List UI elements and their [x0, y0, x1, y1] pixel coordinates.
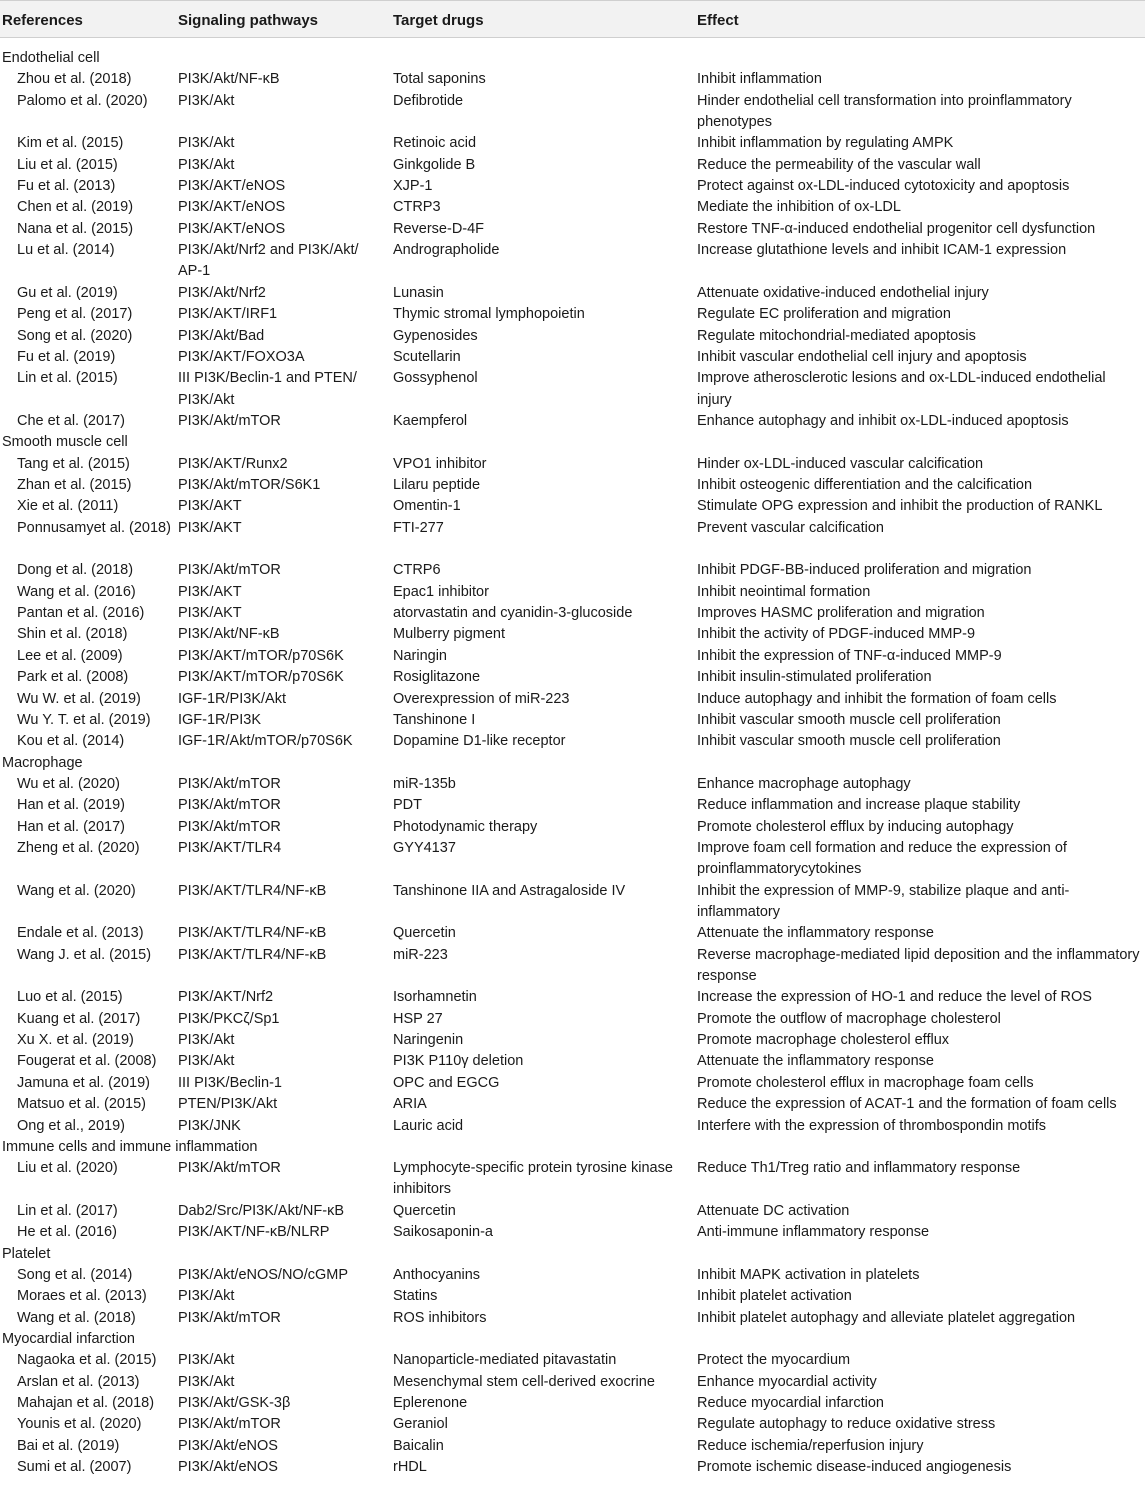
cell-reference: Younis et al. (2020): [17, 1416, 142, 1433]
cell-effect: Protect the myocardium: [697, 1352, 851, 1369]
cell-signaling-pathway: PI3K/Akt/NF-κB: [178, 626, 280, 643]
section-heading: Endothelial cell: [2, 50, 100, 66]
cell-effect: Inhibit MAPK activation in platelets: [697, 1266, 920, 1283]
cell-effect: Mediate the inhibition of ox-LDL: [697, 199, 901, 216]
cell-signaling-pathway: PI3K/Akt/mTOR: [178, 562, 281, 579]
cell-reference: Pantan et al. (2016): [17, 605, 145, 622]
cell-effect: Regulate mitochondrial-mediated apoptosis: [697, 327, 976, 344]
cell-reference: Wang et al. (2020): [17, 882, 136, 899]
cell-reference: Zhou et al. (2018): [17, 71, 132, 88]
cell-effect: Restore TNF-α-induced endothelial progenitor cell dysfunction: [697, 220, 1096, 237]
cell-effect: Increase the expression of HO-1 and reduce the level of ROS: [697, 989, 1092, 1006]
cell-target-drug: Overexpression of miR-223: [393, 690, 570, 707]
cell-reference: Palomo et al. (2020): [17, 92, 148, 109]
cell-effect: Hinder endothelial cell transformation into proinflammatory phenotypes: [697, 92, 1072, 130]
cell-reference: Ponnusamyet al. (2018): [17, 519, 171, 536]
cell-effect: Improve atherosclerotic lesions and ox-LDL-induced endothelial injury: [697, 370, 1106, 408]
cell-signaling-pathway: PI3K/Akt/Bad: [178, 327, 265, 344]
cell-reference: Fu et al. (2013): [17, 178, 116, 195]
cell-reference: Nana et al. (2015): [17, 220, 134, 237]
cell-reference: Zheng et al. (2020): [17, 839, 140, 856]
cell-effect: Prevent vascular calcification: [697, 519, 884, 536]
cell-reference: Wu W. et al. (2019): [17, 690, 141, 707]
cell-signaling-pathway: PI3K/Akt/mTOR: [178, 1309, 281, 1326]
cell-effect: Promote macrophage cholesterol efflux: [697, 1032, 950, 1049]
cell-target-drug: Naringin: [393, 647, 447, 664]
cell-target-drug: Scutellarin: [393, 348, 461, 365]
cell-reference: Liu et al. (2020): [17, 1160, 118, 1177]
cell-target-drug: Lilaru peptide: [393, 477, 481, 493]
cell-signaling-pathway: PI3K/Akt/mTOR: [178, 818, 281, 835]
cell-signaling-pathway: IGF-1R/PI3K: [178, 711, 261, 728]
cell-signaling-pathway: III PI3K/Beclin-1 and PTEN/ PI3K/Akt: [178, 370, 357, 408]
cell-signaling-pathway: PI3K/AKT/TLR4: [178, 839, 282, 856]
cell-effect: Stimulate OPG expression and inhibit the production of RANKL: [697, 498, 1103, 515]
cell-effect: Inhibit the activity of PDGF-induced MMP-9: [697, 626, 976, 643]
cell-target-drug: Tanshinone I: [393, 711, 476, 728]
cell-target-drug: Quercetin: [393, 1202, 456, 1219]
cell-reference: Xie et al. (2011): [17, 498, 119, 515]
cell-reference: Peng et al. (2017): [17, 306, 133, 323]
cell-signaling-pathway: PI3K/Akt/mTOR/S6K1: [178, 477, 321, 493]
cell-target-drug: HSP 27: [393, 1010, 443, 1027]
cell-signaling-pathway: PI3K/AKT: [178, 519, 242, 536]
cell-reference: Sumi et al. (2007): [17, 1459, 132, 1476]
cell-effect: Enhance macrophage autophagy: [697, 775, 911, 792]
cell-effect: Improves HASMC proliferation and migration: [697, 605, 985, 622]
cell-signaling-pathway: PI3K/Akt/eNOS: [178, 1459, 278, 1476]
cell-signaling-pathway: PI3K/AKT/eNOS: [178, 220, 286, 237]
cell-reference: Wu Y. T. et al. (2019): [17, 711, 151, 728]
cell-signaling-pathway: PI3K/AKT: [178, 605, 242, 622]
cell-effect: Inhibit the expression of MMP-9, stabilize plaque and anti-inflammatory: [697, 882, 1070, 920]
cell-effect: Reduce ischemia/reperfusion injury: [697, 1437, 924, 1454]
cell-signaling-pathway: IGF-1R/PI3K/Akt: [178, 690, 286, 707]
cell-signaling-pathway: PI3K/Akt/mTOR: [178, 412, 281, 429]
cell-target-drug: ARIA: [393, 1096, 427, 1113]
cell-target-drug: Lauric acid: [393, 1117, 464, 1134]
cell-reference: Park et al. (2008): [17, 669, 129, 686]
cell-effect: Reverse macrophage-mediated lipid deposition and the inflammatory response: [697, 946, 1140, 984]
cell-signaling-pathway: PI3K/Akt/Nrf2 and PI3K/Akt/ AP-1: [178, 242, 359, 280]
cell-signaling-pathway: PI3K/Akt: [178, 1288, 235, 1305]
cell-reference: Gu et al. (2019): [17, 284, 118, 301]
cell-reference: Wu et al. (2020): [17, 775, 120, 792]
cell-effect: Enhance autophagy and inhibit ox-LDL-induced apoptosis: [697, 412, 1069, 429]
cell-target-drug: Mesenchymal stem cell-derived exocrine: [393, 1373, 655, 1390]
cell-effect: Protect against ox-LDL-induced cytotoxicity and apoptosis: [697, 178, 1070, 195]
cell-effect: Improve foam cell formation and reduce the expression of proinflammatorycytokines: [697, 839, 1067, 878]
cell-target-drug: Saikosaponin-a: [393, 1224, 493, 1241]
header-references: References: [2, 12, 83, 29]
cell-effect: Promote cholesterol efflux in macrophage foam cells: [697, 1074, 1034, 1091]
cell-signaling-pathway: PI3K/AKT/FOXO3A: [178, 348, 305, 365]
section-heading: Macrophage: [2, 754, 83, 771]
cell-effect: Inhibit neointimal formation: [697, 583, 871, 600]
cell-reference: Fu et al. (2019): [17, 348, 116, 365]
cell-target-drug: Defibrotide: [393, 92, 464, 109]
cell-effect: Reduce inflammation and increase plaque stability: [697, 797, 1021, 814]
section-heading: Immune cells and immune inflammation: [2, 1138, 258, 1155]
cell-reference: Lu et al. (2014): [17, 242, 115, 259]
cell-effect: Attenuate the inflammatory response: [697, 1053, 934, 1070]
cell-reference: Nagaoka et al. (2015): [17, 1352, 157, 1369]
cell-effect: Regulate EC proliferation and migration: [697, 306, 951, 323]
cell-target-drug: Lunasin: [393, 284, 444, 301]
cell-reference: Lee et al. (2009): [17, 647, 123, 664]
cell-signaling-pathway: PI3K/Akt/GSK-3β: [178, 1395, 291, 1412]
cell-reference: Xu X. et al. (2019): [17, 1032, 134, 1049]
cell-target-drug: Dopamine D1-like receptor: [393, 733, 566, 750]
cell-effect: Inhibit inflammation: [697, 71, 822, 88]
cell-reference: Dong et al. (2018): [17, 562, 134, 579]
cell-signaling-pathway: PI3K/Akt: [178, 135, 235, 152]
cell-effect: Inhibit PDGF-BB-induced proliferation and migration: [697, 562, 1032, 579]
cell-effect: Attenuate oxidative-induced endothelial injury: [697, 284, 989, 301]
header-signaling-pathways: Signaling pathways: [178, 12, 319, 29]
cell-reference: Chen et al. (2019): [17, 199, 134, 216]
cell-target-drug: Isorhamnetin: [393, 989, 477, 1006]
table-header: [0, 0, 1145, 38]
cell-target-drug: Kaempferol: [393, 412, 468, 429]
cell-reference: Bai et al. (2019): [17, 1437, 120, 1454]
cell-target-drug: Andrographolide: [393, 242, 500, 259]
cell-signaling-pathway: PTEN/PI3K/Akt: [178, 1096, 278, 1113]
cell-effect: Inhibit vascular smooth muscle cell proliferation: [697, 711, 1001, 728]
cell-signaling-pathway: PI3K/Akt/mTOR: [178, 797, 281, 814]
cell-target-drug: rHDL: [393, 1459, 427, 1476]
cell-effect: Inhibit insulin-stimulated proliferation: [697, 669, 932, 686]
cell-reference: Tang et al. (2015): [17, 455, 130, 472]
cell-effect: Reduce myocardial infarction: [697, 1395, 884, 1412]
cell-target-drug: Reverse-D-4F: [393, 220, 485, 237]
cell-target-drug: Ginkgolide B: [393, 156, 476, 173]
section-heading: Smooth muscle cell: [2, 434, 128, 451]
cell-effect: Increase glutathione levels and inhibit ICAM-1 expression: [697, 242, 1067, 259]
cell-signaling-pathway: PI3K/AKT: [178, 498, 242, 515]
cell-target-drug: Gossyphenol: [393, 370, 478, 387]
cell-reference: Luo et al. (2015): [17, 989, 123, 1006]
cell-target-drug: Statins: [393, 1288, 438, 1305]
cell-effect: Interfere with the expression of thrombospondin motifs: [697, 1117, 1046, 1134]
cell-reference: Moraes et al. (2013): [17, 1288, 147, 1305]
cell-effect: Reduce the permeability of the vascular wall: [697, 156, 981, 173]
cell-target-drug: GYY4137: [393, 839, 456, 856]
cell-target-drug: ROS inhibitors: [393, 1309, 487, 1326]
cell-target-drug: Retinoic acid: [393, 135, 477, 152]
cell-reference: He et al. (2016): [17, 1224, 117, 1241]
cell-effect: Regulate autophagy to reduce oxidative stress: [697, 1416, 996, 1433]
cell-effect: Inhibit vascular smooth muscle cell proliferation: [697, 733, 1001, 750]
cell-effect: Enhance myocardial activity: [697, 1373, 877, 1390]
cell-signaling-pathway: PI3K/AKT: [178, 583, 242, 600]
cell-signaling-pathway: PI3K/Akt: [178, 1352, 235, 1369]
cell-signaling-pathway: PI3K/AKT/TLR4/NF-κB: [178, 882, 327, 899]
cell-target-drug: Tanshinone IIA and Astragaloside IV: [393, 882, 626, 899]
cell-target-drug: atorvastatin and cyanidin-3-glucoside: [393, 605, 633, 622]
cell-reference: Matsuo et al. (2015): [17, 1096, 146, 1113]
cell-signaling-pathway: PI3K/Akt/Nrf2: [178, 284, 266, 301]
cell-effect: Promote cholesterol efflux by inducing autophagy: [697, 818, 1014, 835]
cell-effect: Hinder ox-LDL-induced vascular calcification: [697, 455, 984, 472]
cell-signaling-pathway: III PI3K/Beclin-1: [178, 1074, 282, 1091]
cell-signaling-pathway: PI3K/Akt/mTOR: [178, 775, 281, 792]
section-heading: Platelet: [2, 1245, 51, 1262]
cell-signaling-pathway: PI3K/AKT/eNOS: [178, 199, 286, 216]
cell-signaling-pathway: PI3K/AKT/TLR4/NF-κB: [178, 925, 327, 942]
cell-reference: Lin et al. (2015): [17, 370, 118, 387]
cell-target-drug: CTRP3: [393, 199, 441, 216]
cell-effect: Anti-immune inflammatory response: [697, 1224, 930, 1241]
cell-signaling-pathway: PI3K/Akt/NF-κB: [178, 71, 280, 88]
section-heading: Myocardial infarction: [2, 1331, 135, 1347]
cell-target-drug: Geraniol: [393, 1416, 448, 1433]
cell-target-drug: miR-223: [393, 946, 448, 963]
cell-effect: Inhibit the expression of TNF-α-induced MMP-9: [697, 647, 1002, 664]
cell-target-drug: Total saponins: [393, 71, 486, 88]
cell-effect: Reduce the expression of ACAT-1 and the formation of foam cells: [697, 1096, 1117, 1113]
cell-target-drug: PDT: [393, 797, 422, 814]
cell-signaling-pathway: PI3K/AKT/Runx2: [178, 455, 288, 472]
cell-effect: Induce autophagy and inhibit the formation of foam cells: [697, 690, 1057, 707]
cell-effect: Inhibit osteogenic differentiation and the calcification: [697, 477, 1033, 493]
cell-reference: Lin et al. (2017): [17, 1202, 118, 1219]
header-effect: Effect: [697, 12, 739, 29]
cell-reference: Mahajan et al. (2018): [17, 1395, 155, 1412]
cell-reference: Ong et al., 2019): [17, 1117, 126, 1134]
cell-signaling-pathway: PI3K/Akt/eNOS: [178, 1437, 278, 1454]
cell-effect: Reduce Th1/Treg ratio and inflammatory response: [697, 1160, 1021, 1177]
cell-signaling-pathway: PI3K/Akt/eNOS/NO/cGMP: [178, 1266, 349, 1283]
cell-signaling-pathway: PI3K/AKT/IRF1: [178, 306, 278, 323]
cell-target-drug: Baicalin: [393, 1437, 444, 1454]
cell-target-drug: Eplerenone: [393, 1395, 468, 1412]
cell-signaling-pathway: IGF-1R/Akt/mTOR/p70S6K: [178, 733, 353, 750]
cell-target-drug: Thymic stromal lymphopoietin: [393, 306, 585, 323]
cell-target-drug: miR-135b: [393, 775, 456, 792]
cell-effect: Attenuate DC activation: [697, 1202, 850, 1219]
cell-reference: Liu et al. (2015): [17, 156, 118, 173]
cell-effect: Inhibit inflammation by regulating AMPK: [697, 135, 954, 152]
cell-reference: Han et al. (2019): [17, 797, 126, 814]
cell-target-drug: Quercetin: [393, 925, 456, 942]
cell-signaling-pathway: PI3K/PKCζ/Sp1: [178, 1010, 280, 1027]
cell-effect: Inhibit vascular endothelial cell injury and apoptosis: [697, 348, 1027, 365]
cell-reference: Kuang et al. (2017): [17, 1010, 141, 1027]
cell-target-drug: Epac1 inhibitor: [393, 583, 489, 600]
cell-reference: Kou et al. (2014): [17, 733, 125, 750]
cell-signaling-pathway: PI3K/AKT/mTOR/p70S6K: [178, 669, 344, 686]
cell-signaling-pathway: PI3K/Akt: [178, 92, 235, 109]
cell-reference: Wang et al. (2018): [17, 1309, 136, 1326]
cell-signaling-pathway: PI3K/Akt/mTOR: [178, 1160, 281, 1177]
cell-target-drug: Omentin-1: [393, 498, 461, 515]
cell-signaling-pathway: PI3K/AKT/NF-κB/NLRP: [178, 1224, 330, 1241]
cell-signaling-pathway: PI3K/AKT/TLR4/NF-κB: [178, 946, 327, 963]
cell-reference: Che et al. (2017): [17, 412, 126, 429]
cell-reference: Wang et al. (2016): [17, 583, 136, 600]
cell-target-drug: Lymphocyte-specific protein tyrosine kinase inhibitors: [393, 1160, 673, 1198]
cell-target-drug: OPC and EGCG: [393, 1074, 500, 1091]
cell-target-drug: XJP-1: [393, 178, 433, 195]
cell-target-drug: FTI-277: [393, 519, 444, 536]
cell-target-drug: Anthocyanins: [393, 1266, 481, 1283]
cell-signaling-pathway: Dab2/Src/PI3K/Akt/NF-κB: [178, 1202, 344, 1219]
cell-target-drug: Nanoparticle-mediated pitavastatin: [393, 1352, 617, 1369]
cell-reference: Arslan et al. (2013): [17, 1373, 140, 1390]
cell-signaling-pathway: PI3K/Akt: [178, 1053, 235, 1070]
cell-reference: Han et al. (2017): [17, 818, 126, 835]
cell-target-drug: PI3K P110γ deletion: [393, 1053, 524, 1070]
cell-signaling-pathway: PI3K/JNK: [178, 1117, 241, 1134]
cell-signaling-pathway: PI3K/AKT/Nrf2: [178, 989, 274, 1006]
cell-target-drug: CTRP6: [393, 562, 441, 579]
cell-effect: Attenuate the inflammatory response: [697, 925, 934, 942]
cell-reference: Kim et al. (2015): [17, 135, 124, 152]
cell-signaling-pathway: PI3K/Akt/mTOR: [178, 1416, 281, 1433]
cell-reference: Shin et al. (2018): [17, 626, 128, 643]
cell-signaling-pathway: PI3K/Akt: [178, 156, 235, 173]
cell-reference: Endale et al. (2013): [17, 925, 144, 942]
cell-target-drug: Photodynamic therapy: [393, 818, 538, 835]
cell-target-drug: Mulberry pigment: [393, 626, 506, 643]
cell-target-drug: Naringenin: [393, 1032, 464, 1049]
cell-reference: Fougerat et al. (2008): [17, 1053, 157, 1070]
cell-signaling-pathway: PI3K/AKT/mTOR/p70S6K: [178, 647, 344, 664]
cell-reference: Song et al. (2020): [17, 327, 133, 344]
cell-reference: Jamuna et al. (2019): [17, 1074, 150, 1091]
cell-effect: Inhibit platelet activation: [697, 1288, 852, 1305]
cell-signaling-pathway: PI3K/AKT/eNOS: [178, 178, 286, 195]
cell-target-drug: Gypenosides: [393, 327, 478, 344]
cell-reference: Song et al. (2014): [17, 1266, 133, 1283]
cell-effect: Promote ischemic disease-induced angiogenesis: [697, 1459, 1012, 1476]
cell-effect: Promote the outflow of macrophage cholesterol: [697, 1010, 1001, 1027]
header-target-drugs: Target drugs: [393, 12, 484, 29]
cell-effect: Inhibit platelet autophagy and alleviate platelet aggregation: [697, 1309, 1076, 1326]
cell-target-drug: Rosiglitazone: [393, 669, 481, 686]
cell-target-drug: VPO1 inhibitor: [393, 455, 487, 472]
cell-reference: Wang J. et al. (2015): [17, 946, 152, 963]
cell-signaling-pathway: PI3K/Akt: [178, 1373, 235, 1390]
cell-signaling-pathway: PI3K/Akt: [178, 1032, 235, 1049]
cell-reference: Zhan et al. (2015): [17, 477, 132, 493]
